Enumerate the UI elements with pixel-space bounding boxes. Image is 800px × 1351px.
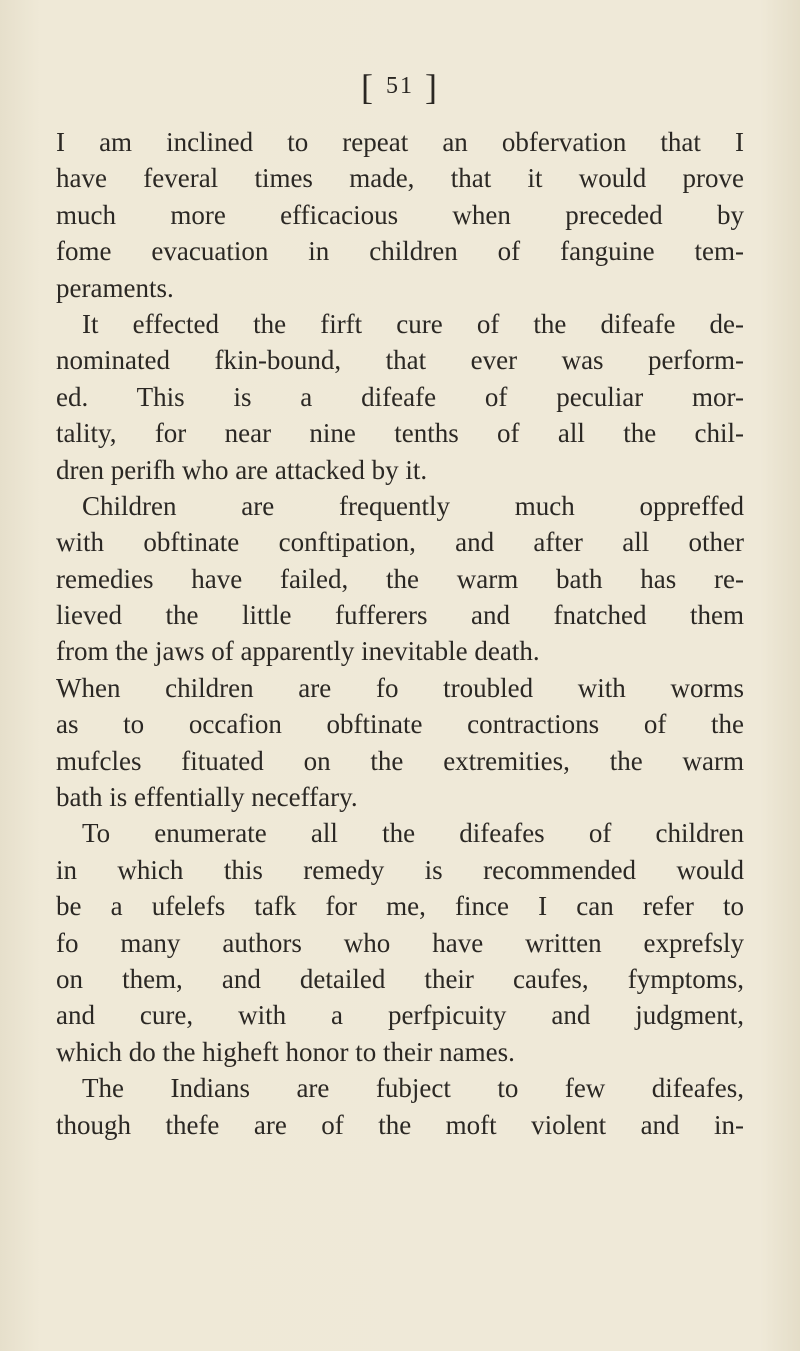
text-line: Children are frequently much oppreffed	[82, 490, 744, 521]
text-line: with obftinate conftipation, and after all other	[56, 527, 744, 558]
text-line: be a ufelefs tafk for me, fince I can refer to	[56, 891, 744, 922]
text-line: much more efficacious when preceded by	[56, 199, 744, 230]
text-line: ed. This is a difeafe of peculiar mor-	[56, 381, 744, 412]
text-line: which do the higheft honor to their names.	[56, 1036, 515, 1067]
text-line: from the jaws of apparently inevitable death.	[56, 636, 540, 667]
text-line: mufcles fituated on the extremities, the warm	[56, 745, 744, 776]
text-line: dren perifh who are attacked by it.	[56, 454, 428, 485]
text-line: lieved the little fufferers and fnatched them	[56, 600, 744, 631]
text-line: remedies have failed, the warm bath has re-	[56, 563, 744, 594]
text-line: and cure, with a perfpicuity and judgment,	[56, 1000, 744, 1031]
bracket-close: ]	[425, 67, 439, 107]
text-line: peraments.	[56, 272, 174, 303]
text-line: in which this remedy is recommended would	[56, 854, 744, 885]
text-line: The Indians are fubject to few difeafes,	[82, 1073, 744, 1104]
text-line: fo many authors who have written exprefsly	[56, 927, 744, 958]
text-line: on them, and detailed their caufes, fymptoms,	[56, 963, 744, 994]
text-line: When children are fo troubled with worms	[56, 672, 744, 703]
text-line: fome evacuation in children of fanguine tem-	[56, 236, 744, 267]
text-line: To enumerate all the difeafes of children	[82, 818, 744, 849]
text-line: though thefe are of the moft violent and in-	[56, 1109, 744, 1140]
text-line: nominated fkin-bound, that ever was perform-	[56, 345, 744, 376]
text-line: have feveral times made, that it would prove	[56, 163, 744, 194]
text-line: I am inclined to repeat an obfervation that I	[56, 127, 744, 157]
body-text	[56, 124, 744, 1143]
page-number-header	[0, 64, 800, 109]
bracket-open: [	[361, 67, 375, 107]
text-line: bath is effentially neceffary.	[56, 782, 358, 813]
text-line: It effected the firft cure of the difeafe de-	[82, 308, 744, 339]
text-line: as to occafion obftinate contractions of the	[56, 709, 744, 740]
page-number: 51	[386, 73, 414, 99]
text-line: tality, for near nine tenths of all the chil-	[56, 418, 744, 449]
